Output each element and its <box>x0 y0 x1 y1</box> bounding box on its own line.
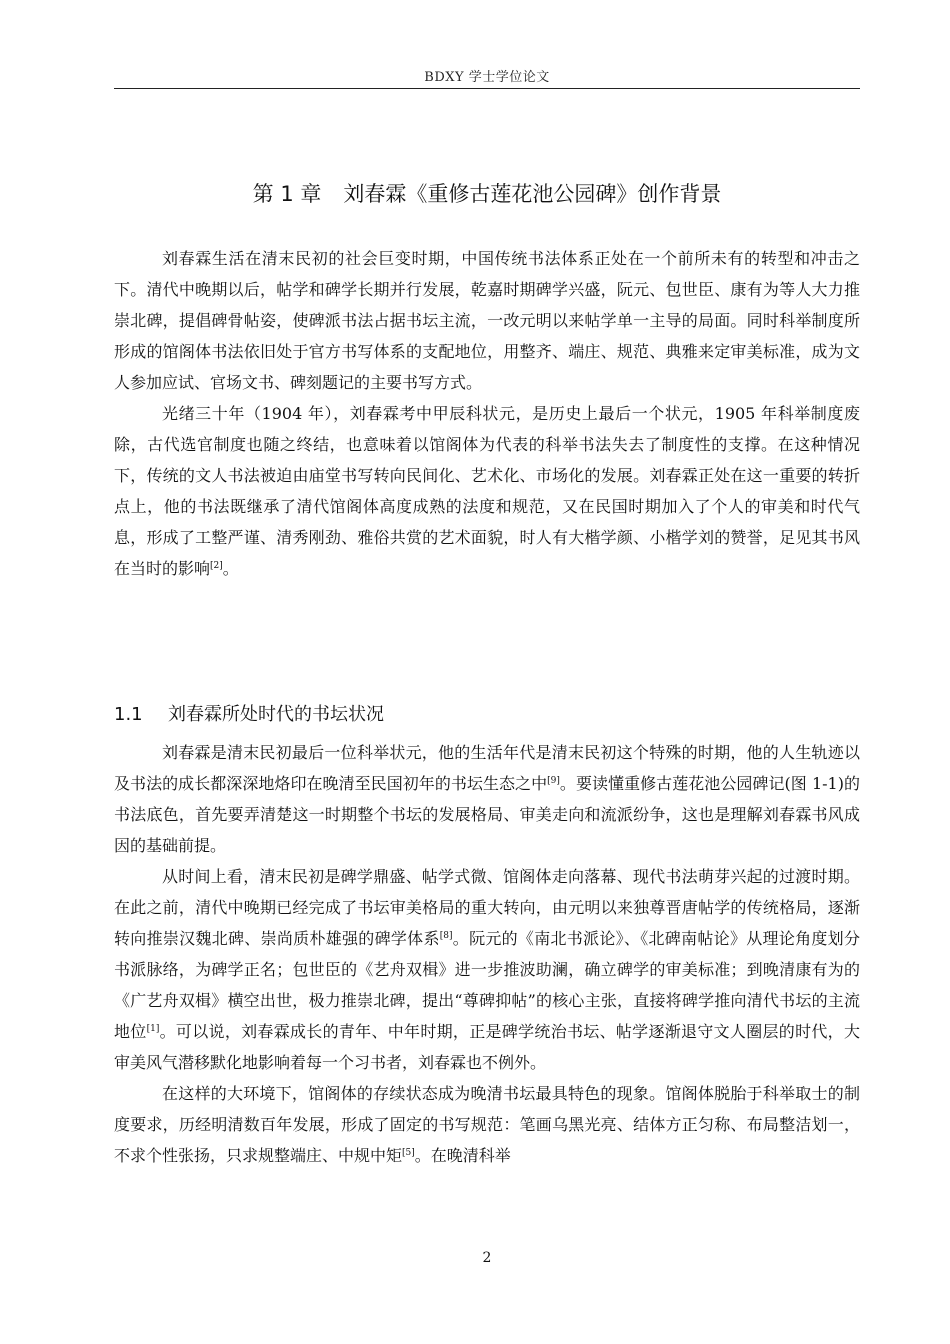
intro-body <box>114 243 860 584</box>
running-header: BDXY 学士学位论文 <box>424 70 550 85</box>
paragraph-text: 刘春霖生活在清末民初的社会巨变时期，中国传统书法体系正处在一个前所未有的转型和冲击之下。清代中晚期以后，帖学和碑学长期并行发展，乾嘉时期碑学兴盛，阮元、包世臣、康有为等人大力推崇北碑，提倡碑骨帖姿，使碑派书法占据书坛主流，一改元明以来帖学单一主导的局面。同时科举制度所形成的馆阁体书法依旧处于官方书写体系的支配地位，用整齐、端庄、规范、典雅来定审美标准，成为文人参加应试、官场文书、碑刻题记的主要书写方式。 <box>114 249 860 392</box>
paragraph <box>114 398 860 584</box>
citation: [8] <box>439 931 453 941</box>
chapter-number: 第 1 章 <box>252 182 322 206</box>
citation: [2] <box>210 561 223 571</box>
citation: [5] <box>402 1148 415 1158</box>
paragraph-tail: 。 <box>222 559 239 578</box>
paragraph-text: 刘春霖是清末民初最后一位科举状元，他的生活年代是清末民初这个特殊的时期，他的人生轨迹以及书法的成长都深深地烙印在晚清至民国初年的书坛生态之中 <box>114 743 860 793</box>
paragraph-text: 从时间上看，清末民初是碑学鼎盛、帖学式微、馆阁体走向落幕、现代书法萌芽兴起的过渡时期。在此之前，清代中晚期已经完成了书坛审美格局的重大转向，由元明以来独尊晋唐帖学的传统格局，逐渐转向推崇汉魏北碑、崇尚质朴雄强的碑学体系 <box>114 867 860 948</box>
chapter-heading <box>114 178 860 208</box>
chapter-title: 刘春霖《重修古莲花池公园碑》创作背景 <box>343 182 722 206</box>
paragraph <box>114 243 860 398</box>
paragraph <box>114 1078 860 1171</box>
paragraph-text: 在这样的大环境下，馆阁体的存续状态成为晚清书坛最具特色的现象。馆阁体脱胎于科举取士的制度要求，历经明清数百年发展，形成了固定的书写规范：笔画乌黑光亮、结体方正匀称、布局整洁划一，不求个性张扬，只求规整端庄、中规中矩 <box>114 1084 860 1165</box>
header-rule <box>114 88 860 89</box>
section-heading <box>114 700 860 726</box>
paragraph-text: 。在晚清科举 <box>414 1146 511 1165</box>
section-title: 刘春霖所处时代的书坛状况 <box>168 704 384 725</box>
page-number: 2 <box>482 1250 492 1266</box>
paragraph <box>114 737 860 861</box>
paragraph-text: 光绪三十年（1904 年），刘春霖考中甲辰科状元，是历史上最后一个状元，1905 年科举制度废除，古代选官制度也随之终结，也意味着以馆阁体为代表的科举书法失去了制度性的支撑。在这种情况下，传统的文人书法被迫由庙堂书写转向民间化、艺术化、市场化的发展。刘春霖正处在这一重要的转折点上，他的书法既继承了清代馆阁体高度成熟的法度和规范，又在民国时期加入了个人的审美和时代气息，形成了工整严谨、清秀刚劲、雅俗共赏的艺术面貌，时人有大楷学颜、小楷学刘的赞誉，足见其书风在当时的影响 <box>114 404 860 578</box>
section-body <box>114 737 860 1171</box>
paragraph <box>114 861 860 1078</box>
paragraph-text: 。可以说，刘春霖成长的青年、中年时期，正是碑学统治书坛、帖学逐渐退守文人圈层的时代，大审美风气潜移默化地影响着每一个习书者，刘春霖也不例外。 <box>114 1022 860 1072</box>
citation: [1] <box>146 1024 160 1034</box>
paragraph-text: 。阮元的《南北书派论》、《北碑南帖论》从理论角度划分书派脉络，为碑学正名；包世臣的《艺舟双楫》进一步推波助澜，确立碑学的审美标准；到晚清康有为的《广艺舟双楫》横空出世，极力推崇北碑，提出“尊碑抑帖”的核心主张，直接将碑学推向清代书坛的主流地位 <box>114 929 860 1041</box>
section-number: 1.1 <box>114 704 143 725</box>
paragraph-text: 。要读懂重修古莲花池公园碑记(图 1-1)的书法底色，首先要弄清楚这一时期整个书坛的发展格局、审美走向和流派纷争，这也是理解刘春霖书风成因的基础前提。 <box>114 774 860 855</box>
citation: [9] <box>547 776 560 786</box>
